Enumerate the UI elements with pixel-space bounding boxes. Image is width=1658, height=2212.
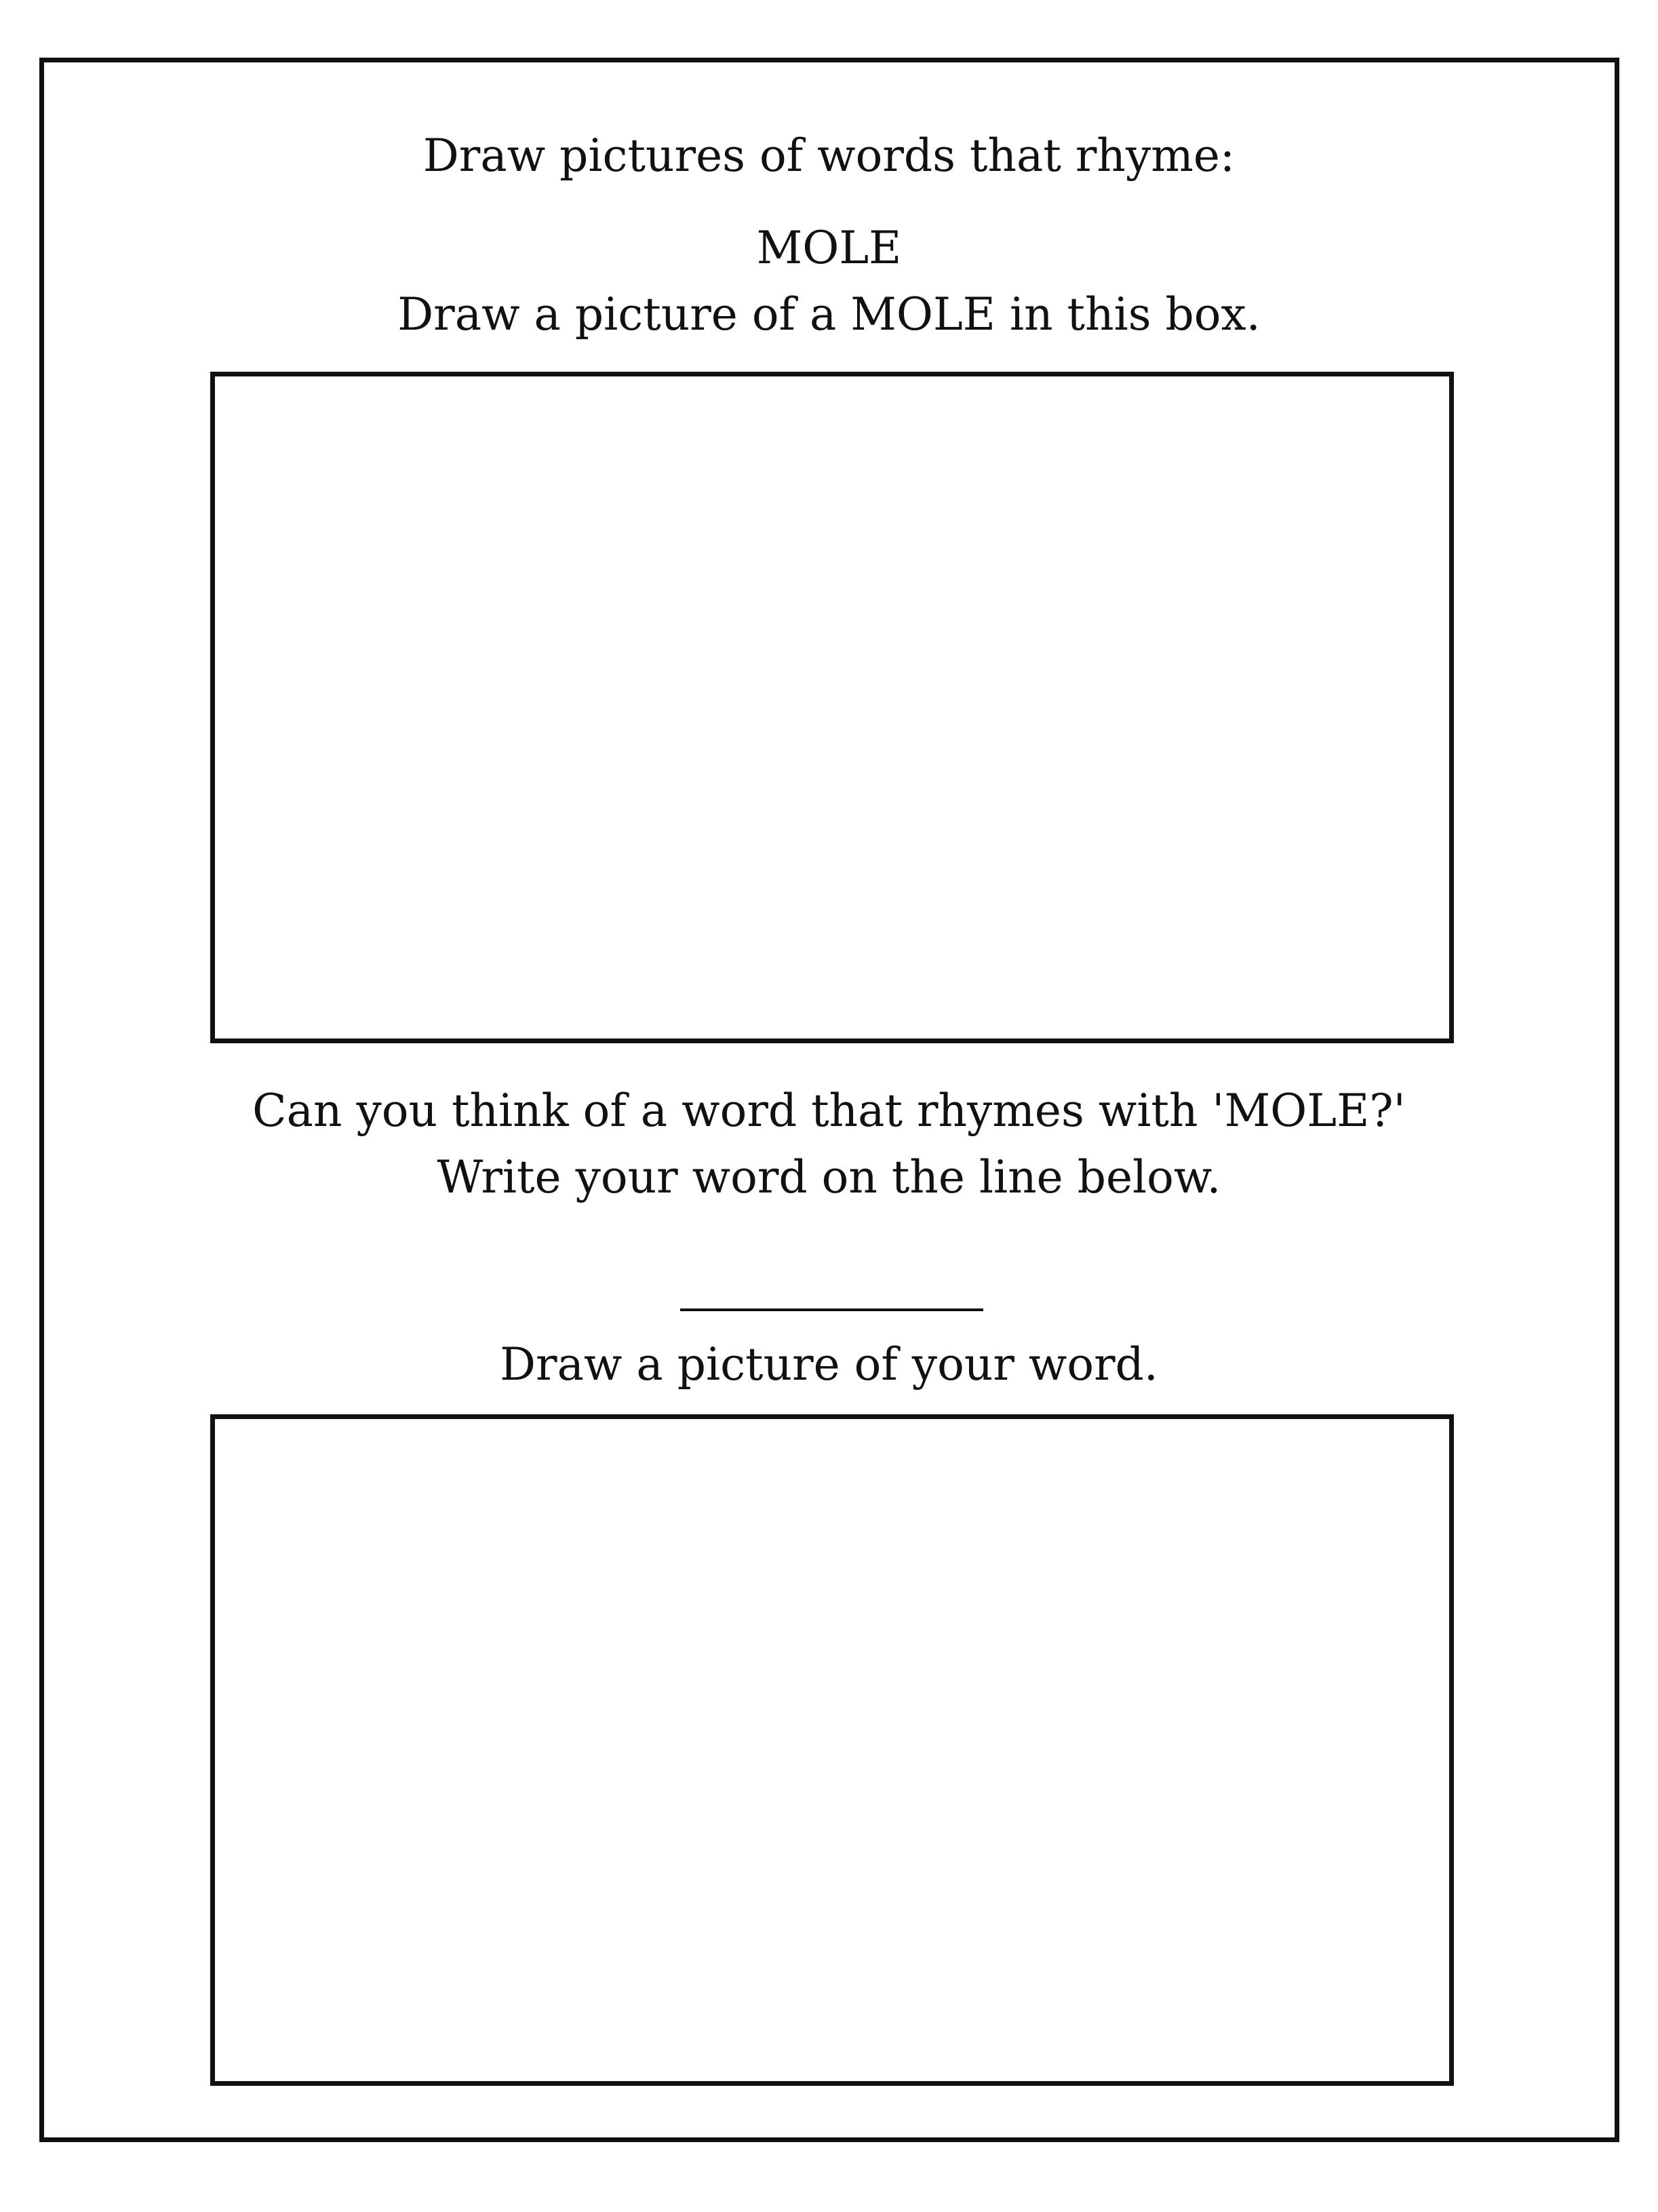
- rhyme-word-drawing-box[interactable]: [210, 1414, 1454, 2086]
- first-drawing-instruction: Draw a picture of a MOLE in this box.: [397, 288, 1261, 341]
- target-word: MOLE: [756, 222, 902, 274]
- mole-drawing-box[interactable]: [210, 372, 1454, 1043]
- rhyme-question: Can you think of a word that rhymes with 'MOLE?': [252, 1085, 1406, 1137]
- worksheet-heading: Draw pictures of words that rhyme:: [422, 130, 1236, 182]
- second-drawing-instruction: Draw a picture of your word.: [500, 1338, 1158, 1391]
- answer-line[interactable]: [680, 1308, 983, 1311]
- write-word-instruction: Write your word on the line below.: [437, 1151, 1221, 1203]
